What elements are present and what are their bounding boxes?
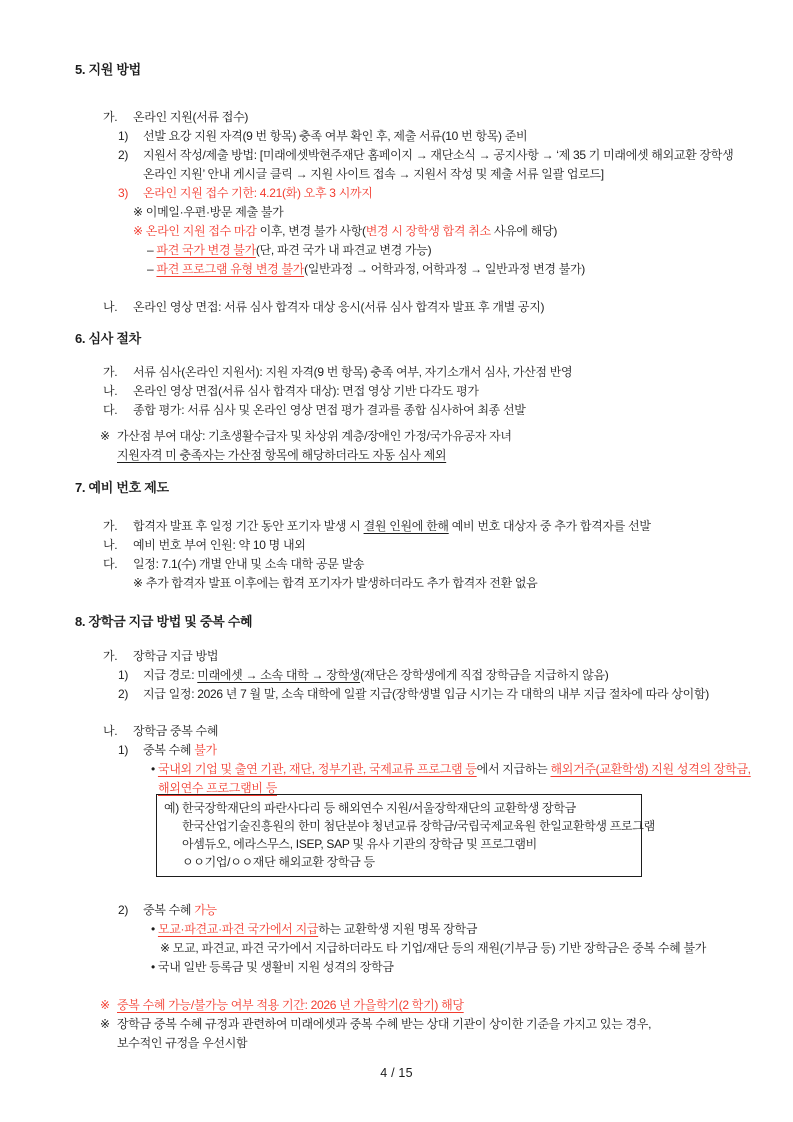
doc-line xyxy=(0,901,793,920)
text-segment: 온라인 영상 면접: 서류 심사 합격자 대상 응시(서류 심사 합격자 발표 후 개별 공지) xyxy=(133,300,545,314)
section-title: 6. 심사 절차 xyxy=(75,331,141,346)
list-label: ※ xyxy=(100,1017,110,1031)
doc-line xyxy=(0,958,793,977)
list-label: 1) xyxy=(118,743,129,757)
doc-line xyxy=(0,184,793,203)
text-segment: (재단은 장학생에게 직접 장학금을 지급하지 않음) xyxy=(360,668,609,682)
doc-line xyxy=(0,146,793,165)
text-segment: 온라인 지원(서류 접수) xyxy=(133,110,249,124)
doc-line xyxy=(0,574,793,593)
text-segment: 모교·파견교·파견 국가에서 지급 xyxy=(157,922,319,936)
text-segment: 사유에 해당) xyxy=(490,224,558,238)
doc-line xyxy=(0,446,793,465)
text-segment: 파견 프로그램 유형 변경 불가 xyxy=(156,262,305,276)
text-segment: 해외거주(교환학생) 지원 성격의 장학금, xyxy=(550,762,751,776)
list-label: 나. xyxy=(103,724,118,738)
text-segment: (단, 파견 국가 내 파견교 변경 가능) xyxy=(255,243,432,257)
text-segment: 종합 평가: 서류 심사 및 온라인 영상 면접 평가 결과를 종합 심사하여 최종 선발 xyxy=(133,403,526,417)
doc-line xyxy=(0,647,793,666)
text-segment: ※ 추가 합격자 발표 이후에는 합격 포기자가 발생하더라도 추가 합격자 전환 없음 xyxy=(133,576,538,590)
list-label: 가. xyxy=(103,649,118,663)
section xyxy=(0,329,793,465)
list-label: 나. xyxy=(103,300,118,314)
list-label: 1) xyxy=(118,129,129,143)
text-segment: (일반과정 → 어학과정, 어학과정 → 일반과정 변경 불가) xyxy=(304,262,585,276)
list-label: 나. xyxy=(103,538,118,552)
text-segment: 예비 번호 부여 인원: 약 10 명 내외 xyxy=(133,538,306,552)
list-label: ※ xyxy=(100,998,110,1012)
text-segment: 장학금 중복 수혜 규정과 관련하여 미래에셋과 중복 수혜 받는 상대 기관이 상이한 기준을 가지고 있는 경우, xyxy=(117,1017,652,1031)
doc-line xyxy=(0,108,793,127)
text-segment: 합격자 발표 후 일정 기간 동안 포기자 발생 시 xyxy=(133,519,364,533)
text-segment: 결원 인원에 한해 xyxy=(363,519,449,533)
blank-line xyxy=(0,977,793,996)
text-segment: 선발 요강 지원 자격(9 번 항목) 충족 여부 확인 후, 제출 서류(10 번 항목) 준비 xyxy=(143,129,528,143)
blank-line xyxy=(0,279,793,298)
text-segment: • xyxy=(151,922,158,936)
doc-line xyxy=(0,536,793,555)
doc-line xyxy=(0,222,793,241)
doc-line xyxy=(0,401,793,420)
doc-line xyxy=(0,1034,793,1053)
doc-line xyxy=(0,165,793,184)
section xyxy=(0,612,793,1053)
list-label: 2) xyxy=(118,148,129,162)
text-segment: 가능 xyxy=(194,903,217,917)
section-title: 7. 예비 번호 제도 xyxy=(75,480,169,495)
text-segment: 지급 경로: xyxy=(143,668,198,682)
text-segment: 온라인 지원 접수 기한: 4.21(화) 오후 3 시까지 xyxy=(143,186,373,200)
text-segment: 불가 xyxy=(194,743,217,757)
list-label: 1) xyxy=(118,668,129,682)
example-box-line: 아셈듀오, 에라스무스, ISEP, SAP 및 유사 기관의 장학금 및 프로그램비 xyxy=(182,837,537,851)
list-label: 가. xyxy=(103,519,118,533)
section xyxy=(0,478,793,593)
doc-line xyxy=(0,685,793,704)
text-segment: ※ 모교, 파견교, 파견 국가에서 지급하더라도 타 기업/재단 등의 재원(기부금 등) 기반 장학금은 중복 수혜 불가 xyxy=(160,941,707,955)
doc-line xyxy=(0,298,793,317)
example-box-line: 한국산업기술진흥원의 한미 첨단분야 청년교류 장학금/국립국제교육원 한일교환학생 프로그램 xyxy=(182,819,655,833)
doc-line xyxy=(0,760,793,779)
text-segment: 에서 지급하는 xyxy=(476,762,551,776)
blank-line xyxy=(0,877,793,901)
text-segment: – xyxy=(147,243,157,257)
doc-line xyxy=(0,741,793,760)
doc-line xyxy=(0,666,793,685)
text-segment: 지급 일정: 2026 년 7 월 말, 소속 대학에 일괄 지급(장학생별 입금 시기는 각 대학의 내부 지급 절차에 따라 상이함) xyxy=(143,687,709,701)
text-segment: 온라인 영상 면접(서류 심사 합격자 대상): 면접 영상 기반 다각도 평가 xyxy=(133,384,479,398)
doc-line xyxy=(0,939,793,958)
doc-line xyxy=(0,555,793,574)
text-segment: 지원자격 미 충족자는 가산점 항목에 해당하더라도 자동 심사 제외 xyxy=(117,448,447,462)
text-segment: 보수적인 규정을 우선시함 xyxy=(117,1036,248,1050)
doc-line xyxy=(0,241,793,260)
text-segment: 중복 수혜 xyxy=(143,743,195,757)
doc-line xyxy=(0,517,793,536)
text-segment: 중복 수혜 가능/불가능 여부 적용 기간: 2026 년 가을학기(2 학기) 해당 xyxy=(117,998,464,1012)
text-segment: 예비 번호 대상자 중 추가 합격자를 선발 xyxy=(448,519,651,533)
list-label: 가. xyxy=(103,365,118,379)
blank-line xyxy=(0,420,793,427)
list-label: 다. xyxy=(103,557,118,571)
list-label: 나. xyxy=(103,384,118,398)
section-title: 5. 지원 방법 xyxy=(75,62,141,77)
doc-line xyxy=(0,127,793,146)
example-box-line: ㅇㅇ기업/ㅇㅇ재단 해외교환 장학금 등 xyxy=(182,855,375,869)
list-label: 2) xyxy=(118,687,129,701)
text-segment: 이후, 변경 불가 사항( xyxy=(256,224,366,238)
text-segment: 지원서 작성/제출 방법: [미래에셋박현주재단 홈페이지 → 재단소식 → 공지사항 → ‘제 35 기 미래에셋 해외교환 장학생 xyxy=(143,148,734,162)
text-segment: 가산점 부여 대상: 기초생활수급자 및 차상위 계층/장애인 가정/국가유공자 자녀 xyxy=(117,429,512,443)
list-label: 가. xyxy=(103,110,118,124)
doc-line xyxy=(0,779,793,798)
example-box-line: 예) 한국장학재단의 파란사다리 등 해외연수 지원/서울장학재단의 교환학생 장학금 xyxy=(164,801,576,815)
example-box xyxy=(156,794,655,877)
text-segment: 국내외 기업 및 출연 기관, 재단, 정부기관, 국제교류 프로그램 등 xyxy=(157,762,477,776)
doc-line xyxy=(0,260,793,279)
text-segment: 온라인 지원’ 안내 게시글 클릭 → 지원 사이트 접속 → 지원서 작성 및 제출 서류 일괄 업로드] xyxy=(143,167,604,181)
list-label: 2) xyxy=(118,903,129,917)
text-segment: 해외연수 프로그램비 등 xyxy=(158,781,277,795)
doc-line xyxy=(0,920,793,939)
section xyxy=(0,60,793,317)
page-number: 4 / 15 xyxy=(380,1066,413,1080)
list-label: 다. xyxy=(103,403,118,417)
text-segment: • xyxy=(151,762,158,776)
text-segment: 미래에셋 → 소속 대학 → 장학생 xyxy=(197,668,361,682)
doc-line xyxy=(0,722,793,741)
text-segment: ※ 온라인 지원 접수 마감 xyxy=(133,224,257,238)
text-segment: • 국내 일반 등록금 및 생활비 지원 성격의 장학금 xyxy=(151,960,394,974)
text-segment: 파견 국가 변경 불가 xyxy=(156,243,256,257)
list-label: 3) xyxy=(118,186,129,200)
text-segment: – xyxy=(147,262,157,276)
text-segment: 중복 수혜 xyxy=(143,903,195,917)
text-segment: 장학금 중복 수혜 xyxy=(133,724,219,738)
text-segment: 일정: 7.1(수) 개별 안내 및 소속 대학 공문 발송 xyxy=(133,557,365,571)
text-segment: 변경 시 장학생 합격 취소 xyxy=(365,224,491,238)
text-segment: 장학금 지급 방법 xyxy=(133,649,219,663)
doc-line xyxy=(0,203,793,222)
text-segment: 서류 심사(온라인 지원서): 지원 자격(9 번 항목) 충족 여부, 자기소개서 심사, 가산점 반영 xyxy=(133,365,573,379)
doc-line xyxy=(0,363,793,382)
doc-line xyxy=(0,996,793,1015)
doc-line xyxy=(0,1015,793,1034)
blank-line xyxy=(0,704,793,722)
document-content xyxy=(0,60,793,1053)
list-label: ※ xyxy=(100,429,110,443)
doc-line xyxy=(0,382,793,401)
text-segment: 하는 교환학생 지원 명목 장학금 xyxy=(318,922,478,936)
doc-line xyxy=(0,427,793,446)
section-title: 8. 장학금 지급 방법 및 중복 수혜 xyxy=(75,614,253,629)
text-segment: ※ 이메일·우편·방문 제출 불가 xyxy=(133,205,284,219)
